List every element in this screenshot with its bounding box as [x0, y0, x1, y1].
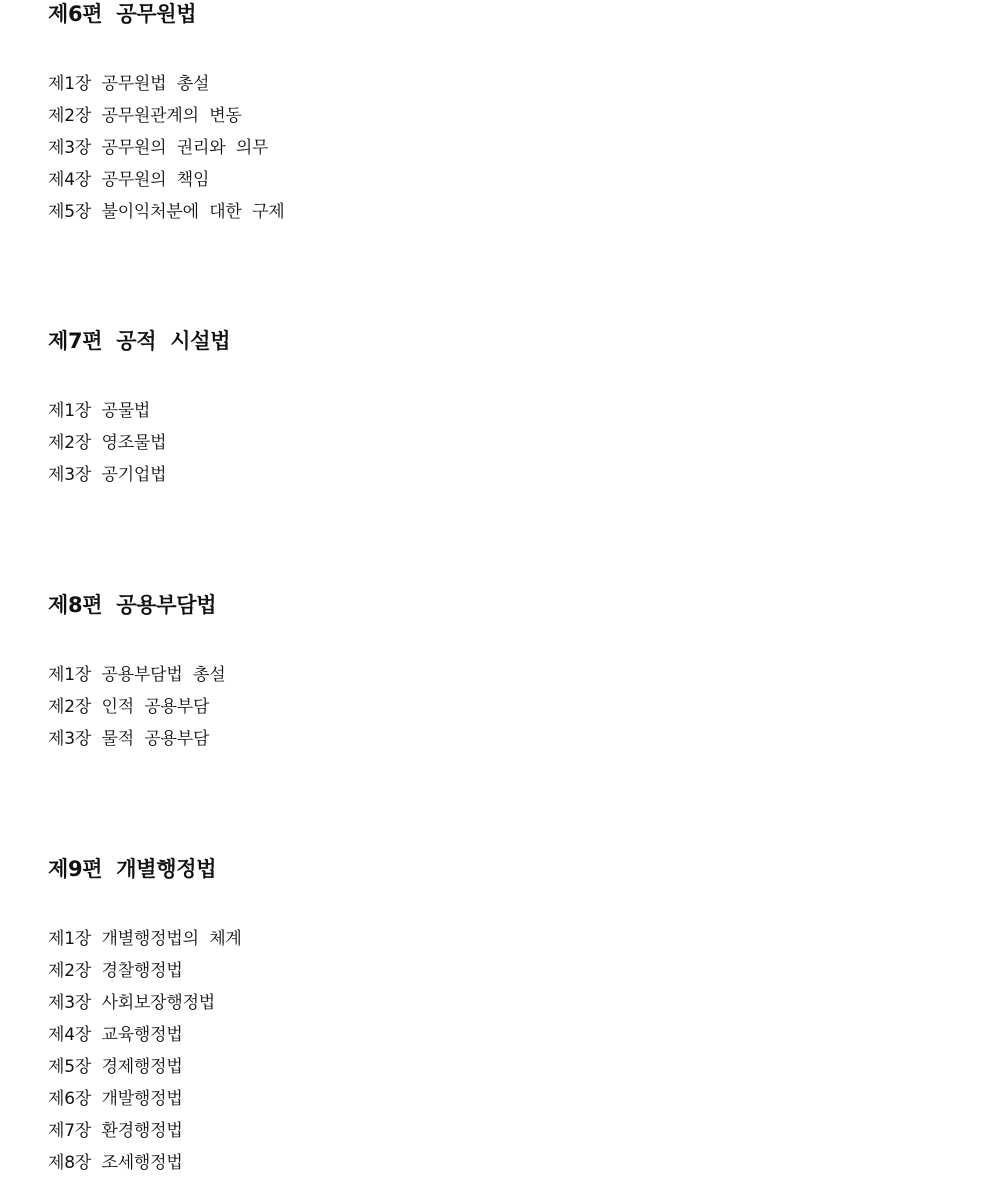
- part-9-section: [48, 855, 948, 1173]
- chapter-item: 제1장 공물법: [48, 401, 151, 421]
- chapter-item: 제4장 공무원의 책임: [48, 170, 210, 190]
- chapter-item: 제5장 경제행정법: [48, 1057, 183, 1077]
- part-title: 제7편 공적 시설법: [48, 329, 231, 353]
- chapter-item: 제1장 개별행정법의 체계: [48, 929, 242, 949]
- chapter-list: [48, 68, 285, 228]
- chapter-item: 제3장 사회보장행정법: [48, 993, 216, 1013]
- part-title: 제9편 개별행정법: [48, 857, 217, 881]
- chapter-list: [48, 395, 166, 491]
- chapter-item: 제3장 공기업법: [48, 465, 167, 485]
- chapter-list: [48, 923, 242, 1179]
- part-7-section: [48, 327, 948, 485]
- chapter-item: 제1장 공용부담법 총설: [48, 665, 226, 685]
- chapter-item: 제5장 불이익처분에 대한 구제: [48, 202, 285, 222]
- chapter-item: 제2장 공무원관계의 변동: [48, 106, 242, 126]
- chapter-item: 제3장 공무원의 권리와 의무: [48, 138, 269, 158]
- chapter-item: 제7장 환경행정법: [48, 1121, 183, 1141]
- chapter-list: [48, 659, 225, 755]
- part-title: 제8편 공용부담법: [48, 593, 217, 617]
- chapter-item: 제6장 개발행정법: [48, 1089, 183, 1109]
- part-title: 제6편 공무원법: [48, 2, 197, 26]
- chapter-item: 제1장 공무원법 총설: [48, 74, 210, 94]
- part-8-section: [48, 591, 948, 749]
- chapter-item: 제2장 경찰행정법: [48, 961, 183, 981]
- chapter-item: 제3장 물적 공용부담: [48, 729, 210, 749]
- chapter-item: 제8장 조세행정법: [48, 1153, 183, 1173]
- part-6-section: [48, 0, 948, 222]
- chapter-item: 제2장 인적 공용부담: [48, 697, 210, 717]
- chapter-item: 제2장 영조물법: [48, 433, 167, 453]
- chapter-item: 제4장 교육행정법: [48, 1025, 183, 1045]
